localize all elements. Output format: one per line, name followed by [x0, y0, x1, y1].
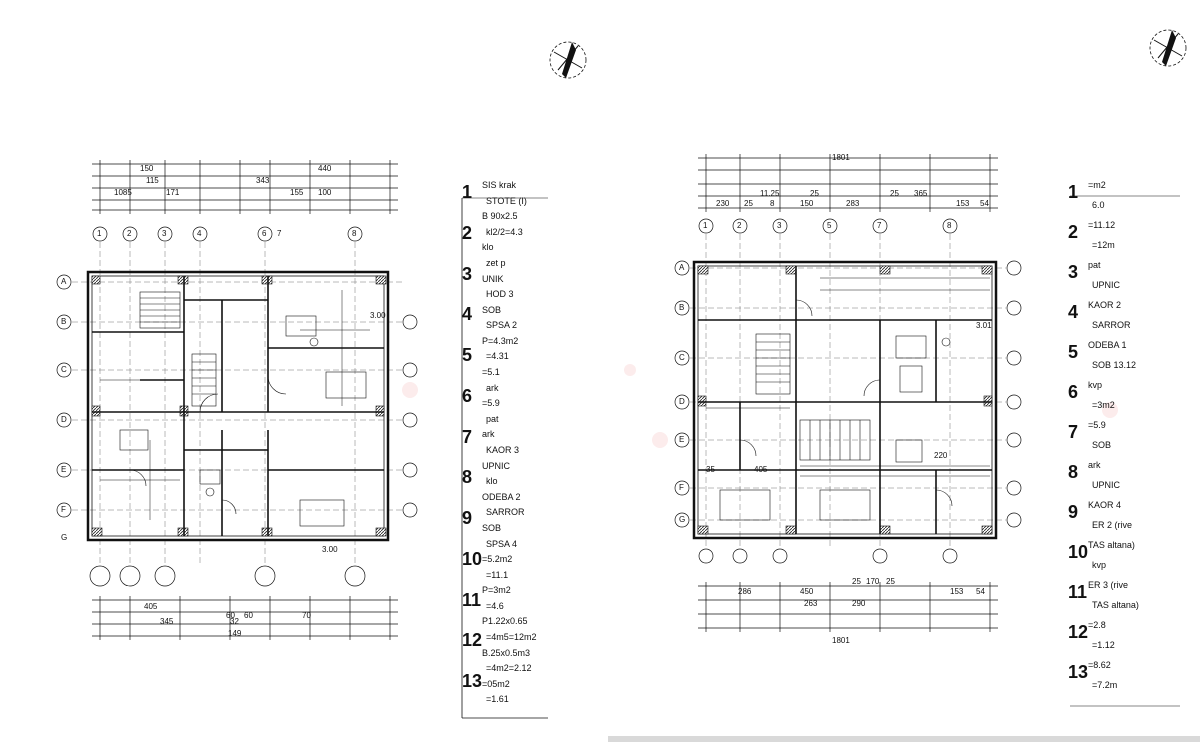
dim-label: 115 [146, 176, 159, 185]
north-arrow-right [1150, 30, 1186, 66]
page-bottom-bar [608, 736, 1200, 742]
legend-number: 3 [462, 263, 473, 284]
legend-number: 8 [1068, 462, 1079, 482]
dim-label: 150 [140, 164, 154, 173]
dim-label: 153 [956, 199, 970, 208]
legend-number: 11 [462, 589, 482, 610]
legend-number: 10 [1068, 542, 1089, 562]
dim-label: 100 [318, 188, 332, 197]
dim-total: 1801 [832, 636, 850, 645]
axis-label: C [61, 365, 67, 374]
dim-total: 1801 [832, 153, 850, 162]
legend-line: =4.6 [486, 600, 504, 611]
legend-line: UPNIC [1092, 480, 1121, 490]
legend-number: 6 [462, 385, 473, 406]
legend-number: 11 [1068, 582, 1088, 602]
legend-line: =05m2 [482, 678, 510, 689]
axis-label: E [679, 435, 685, 444]
room-area-label: 3.00 [370, 311, 386, 320]
dim-label: 345 [160, 617, 174, 626]
grid-label: 2 [127, 229, 132, 238]
dim-label: 11.25 [760, 189, 780, 198]
legend-number: 7 [1068, 422, 1079, 442]
left-legend [462, 176, 548, 716]
legend-number: 13 [462, 671, 483, 692]
legend-line: pat [486, 413, 499, 424]
legend-line: pat [1088, 260, 1101, 270]
dim-label: 263 [804, 599, 818, 608]
legend-line: UPNIC [1092, 280, 1121, 290]
grid-label: 1 [97, 229, 102, 238]
axis-label: D [679, 397, 685, 406]
legend-line: STOTE (I) [486, 195, 527, 206]
legend-number: 6 [1068, 382, 1079, 402]
dim-label: 60 [244, 611, 253, 620]
legend-number: 10 [462, 548, 483, 569]
legend-line: P=4.3m2 [482, 335, 519, 346]
legend-line: zet p [486, 257, 506, 268]
legend-line: SOB [482, 304, 502, 315]
legend-line: SARROR [486, 507, 525, 518]
legend-number: 9 [462, 508, 473, 529]
axis-label: F [679, 483, 684, 492]
axis-label: G [679, 515, 686, 524]
legend-line: ODEBA 2 [482, 491, 521, 502]
right-legend [1068, 176, 1180, 706]
legend-line: UNIK [482, 273, 504, 284]
dim-label: 171 [166, 188, 180, 197]
legend-line: klo [486, 476, 498, 487]
legend-line: =5.9 [482, 398, 500, 409]
legend-number: 4 [462, 304, 473, 325]
legend-line: HOD 3 [486, 289, 514, 300]
legend-line: SOB [1092, 440, 1112, 450]
grid-label: 5 [827, 221, 832, 230]
dim-label: 365 [914, 189, 928, 198]
legend-line: B.25x0.5m3 [482, 647, 531, 658]
legend-line: =8.62 [1088, 660, 1111, 670]
dim-label: 32 [230, 617, 239, 626]
dim-label: 35 [706, 465, 715, 474]
legend-line: KAOR 3 [486, 445, 520, 455]
grid-label: 7 [877, 221, 882, 230]
dim-label: 153 [950, 587, 964, 596]
grid-label: 3 [777, 221, 782, 230]
dim-label: 70 [302, 611, 311, 620]
legend-number: 3 [1068, 262, 1079, 282]
legend-line: =4.31 [486, 351, 509, 362]
grid-label: 6 [262, 229, 267, 238]
dim-label: 405 [754, 465, 768, 474]
legend-line: KAOR 4 [1088, 500, 1122, 510]
dim-label: 54 [976, 587, 985, 596]
dim-label: 286 [738, 587, 752, 596]
legend-line: =7.2m [1092, 680, 1118, 690]
legend-line: klo [482, 242, 494, 253]
grid-label: 1 [703, 221, 708, 230]
legend-number: 9 [1068, 502, 1079, 522]
dim-label: 149 [228, 629, 242, 638]
dim-label: 25 [744, 199, 753, 208]
legend-number: 2 [462, 222, 473, 243]
legend-number: 4 [1068, 302, 1079, 322]
legend-line: SIS krak [482, 180, 517, 190]
legend-line: =3m2 [1092, 400, 1115, 410]
legend-line: =1.12 [1092, 640, 1115, 650]
legend-line: =12m [1092, 240, 1115, 250]
legend-line: P=3m2 [482, 585, 511, 596]
legend-line: TAS altana) [1088, 540, 1135, 550]
legend-number: 1 [462, 182, 473, 202]
grid-label: 8 [352, 229, 357, 238]
axis-label: A [61, 277, 67, 286]
legend-line: P1.22x0.65 [482, 616, 528, 627]
legend-number: 12 [462, 630, 483, 651]
legend-number: 7 [462, 426, 473, 447]
legend-line: =5.2m2 [482, 554, 513, 565]
dim-label: 150 [800, 199, 814, 208]
legend-line: ER 2 (rive [1092, 520, 1133, 530]
room-area-label: 3.00 [322, 545, 338, 554]
legend-number: 1 [1068, 182, 1079, 202]
axis-label: A [679, 263, 685, 272]
dim-label: 283 [846, 199, 860, 208]
dim-label: 25 [810, 189, 819, 198]
legend-number: 5 [1068, 342, 1079, 362]
legend-line: kvp [1088, 380, 1103, 390]
legend-line: KAOR 2 [1088, 300, 1122, 310]
axis-label: G [61, 533, 68, 542]
left-floor-plan [57, 160, 417, 640]
dim-label: 170 [866, 577, 880, 586]
right-floor-plan [675, 154, 1021, 632]
north-arrow-left [550, 42, 586, 78]
axis-label: B [679, 303, 685, 312]
legend-line: =4m2=2.12 [486, 663, 532, 674]
dim-label: 220 [934, 451, 948, 460]
dim-label: 290 [852, 599, 866, 608]
dim-label: 25 [886, 577, 895, 586]
legend-line: SARROR [1092, 320, 1131, 330]
legend-number: 8 [462, 467, 473, 488]
legend-line: SPSA 2 [486, 320, 518, 331]
legend-line: kvp [1092, 560, 1107, 570]
dim-label: 60 [226, 611, 235, 620]
axis-label: B [61, 317, 67, 326]
legend-line: kl2/2=4.3 [486, 226, 523, 237]
legend-line: ODEBA 1 [1088, 340, 1127, 350]
legend-line: SOB 13.12 [1092, 360, 1137, 370]
legend-line: =m2 [1088, 180, 1106, 190]
axis-label: D [61, 415, 67, 424]
dim-label: 1085 [114, 188, 132, 197]
axis-label: F [61, 505, 66, 514]
axis-label: C [679, 353, 685, 362]
legend-line: =1.61 [486, 694, 509, 705]
grid-label: 8 [947, 221, 952, 230]
legend-line: ER 3 (rive [1088, 580, 1129, 590]
legend-line: ark [482, 429, 495, 440]
legend-number: 12 [1068, 622, 1089, 642]
axis-label: E [61, 465, 67, 474]
legend-number: 2 [1068, 222, 1079, 242]
grid-label: 2 [737, 221, 742, 230]
legend-line: ark [1088, 460, 1101, 470]
legend-line: SOB [482, 522, 502, 533]
legend-line: UPNIC [482, 460, 511, 471]
dim-label: 230 [716, 199, 730, 208]
grid-label: 3 [162, 229, 167, 238]
legend-line: =4m5=12m2 [486, 632, 537, 643]
dim-label: 25 [890, 189, 899, 198]
grid-label: 7 [277, 229, 282, 238]
dim-label: 54 [980, 199, 989, 208]
legend-line: =5.1 [482, 367, 500, 378]
legend-line: ark [486, 382, 499, 393]
legend-number: 5 [462, 345, 473, 366]
legend-line: B 90x2.5 [482, 211, 518, 222]
legend-line: =2.8 [1088, 620, 1106, 630]
legend-line: =5.9 [1088, 420, 1106, 430]
dim-label: 25 [852, 577, 861, 586]
dim-label: 405 [144, 602, 158, 611]
dim-label: 343 [256, 176, 270, 185]
legend-number: 13 [1068, 662, 1089, 682]
legend-line: =11.12 [1088, 220, 1116, 230]
legend-line: TAS altana) [1092, 600, 1139, 610]
grid-label: 4 [197, 229, 202, 238]
legend-line: =11.1 [486, 569, 509, 580]
dim-label: 8 [770, 199, 775, 208]
legend-line: SPSA 4 [486, 538, 518, 549]
dim-label: 440 [318, 164, 332, 173]
room-area-label: 3.01 [976, 321, 992, 330]
dim-label: 155 [290, 188, 304, 197]
dim-label: 450 [800, 587, 814, 596]
legend-line: 6.0 [1092, 200, 1105, 210]
